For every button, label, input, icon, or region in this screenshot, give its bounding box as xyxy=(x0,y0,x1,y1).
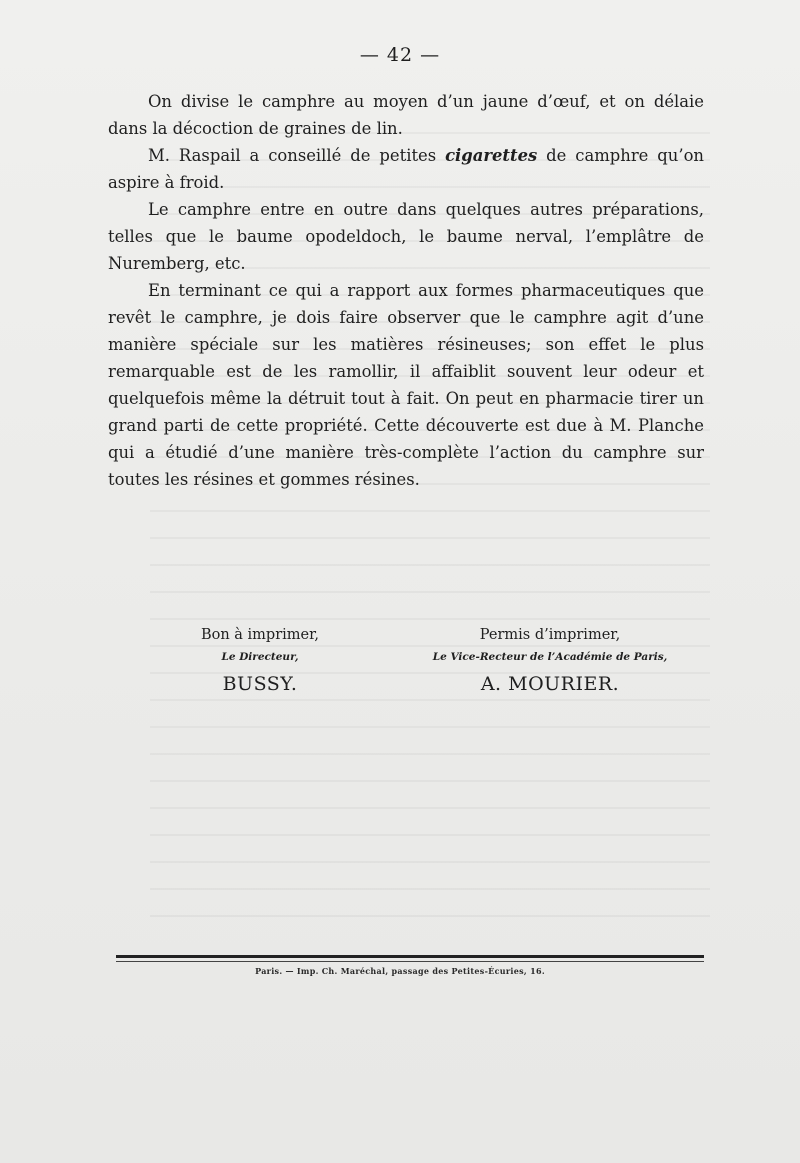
paragraph-2-before: M. Raspail a conseillé de petites xyxy=(148,146,446,165)
signature-right-heading: Permis d’imprimer, xyxy=(479,627,621,643)
page-number: — 42 — xyxy=(359,44,441,66)
paragraph-3: Le camphre entre en outre dans quelques autres préparations, telles que le baume opodeldoch, le baume nerval, l’emplâtre de Nuremberg, etc. xyxy=(108,200,704,273)
paragraph-4: En terminant ce qui a rapport aux formes pharmaceutiques que revêt le camphre, je dois faire observer que le camphre agit d’une manière spéciale sur les matières résineuses; son effet le plus remarquable est de les ramollir, il affaiblit souvent leur odeur et quelquefois même la détruit tout à fait. On peut en pharmacie tirer un grand parti de cette propriété. Cette découverte est due à M. Planche qui a étudié d’une manière très-complète l’action du camphre sur toutes les résines et gommes résines. xyxy=(108,281,704,489)
signature-left-title: Le Directeur, xyxy=(221,651,299,663)
footer-rule-thin xyxy=(116,961,704,962)
paragraph-2-emphasis: cigarettes xyxy=(445,146,538,165)
signature-left-name: BUSSY. xyxy=(222,673,298,695)
paragraph-2-after: de camphre qu’on aspire à froid. xyxy=(108,146,704,192)
paragraph-1: On divise le camphre au moyen d’un jaune d’œuf, et on délaie dans la décoction de graines de lin. xyxy=(108,92,704,138)
signature-right-title: Le Vice-Recteur de l’Académie de Paris, xyxy=(432,651,668,663)
footer-rule-thick xyxy=(116,955,704,958)
printer-imprint: Paris. — Imp. Ch. Maréchal, passage des Petites-Écuries, 16. xyxy=(255,966,545,976)
body-text xyxy=(108,88,704,493)
signature-right xyxy=(410,626,690,696)
paragraph-2 xyxy=(108,142,704,196)
signature-right-name: A. MOURIER. xyxy=(480,673,620,695)
signature-left xyxy=(160,626,360,696)
signature-left-heading: Bon à imprimer, xyxy=(200,627,320,643)
